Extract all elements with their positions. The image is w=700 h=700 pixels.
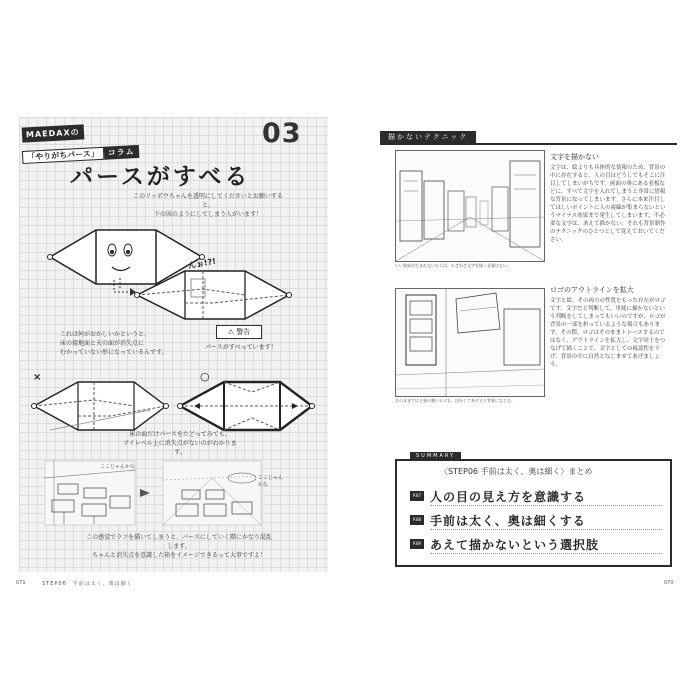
warning-badge [216, 325, 262, 339]
caption-2: そのままでは主張の強いロゴも、ぼかしてあげると背景になじむ。 [395, 398, 515, 403]
section-2-title: ロゴのアウトラインを拡大 [550, 286, 634, 294]
warning-badge-label: 警告 [236, 328, 251, 336]
wrong-mark: × [33, 372, 42, 383]
trace-text-line-2: アイレベル上に消失点がないのがわかります。 [123, 440, 237, 456]
trace-text [120, 430, 240, 457]
sketch-note-2: ここじゃん かな [258, 475, 284, 488]
column-tag-top: MAEDAXの [22, 124, 84, 142]
summary-tag: SUMMARY [410, 452, 461, 460]
column-number: 03 [262, 118, 302, 149]
correct-floor-diagram [176, 370, 316, 436]
intro-line-2: 下の図のようにしてしまう人がいます！ [153, 211, 262, 218]
summary-item [410, 488, 662, 504]
summary-item [410, 512, 662, 528]
warning-icon: ⚠ [227, 328, 235, 336]
summary-heading: 〈STEP06 手前は太く、奥は細く〉まとめ [440, 467, 593, 476]
heading-rule [380, 143, 677, 145]
column-title: パースがすべる [70, 164, 251, 190]
intro-line-1: このリッポウちゃんを透明にしてくださいとお願いすると、 [133, 193, 283, 209]
trace-text-line-1: 床の面だけパースをたどってみても、 [129, 431, 231, 438]
logo-line-art [396, 289, 544, 396]
street-line-art [396, 151, 544, 261]
section-2-body: 文字と絵、その両方の性質をもった存在がロゴです。文字だと判断して、単純に描かないという判断をしてしまってもいいのですが、ロゴが背景の一部を担っているような場合もあります。その際、ロゴはそのままトレースするのではなく、アウトラインを拡大し、文字同士をつなげて描くことで、文字としての視認性を下げ、背景の中に自然となじませてあげましょう。 [550, 298, 666, 368]
floor-text [60, 330, 200, 357]
oops-label: んぉ!?! [187, 256, 217, 271]
floor-text-line-3: むかっていない形になっているんです。 [60, 349, 168, 356]
caption-1: いい効果が生まれないならば、わざわざ文字を描く必要はない。 [395, 263, 511, 268]
summary-underline [430, 529, 662, 530]
summary-page-ref: P.89 [410, 539, 424, 549]
intro-text [128, 192, 288, 219]
right-mark: ○ [200, 370, 210, 383]
section-1-title: 文字を描かない [550, 153, 599, 161]
warning-box [205, 325, 277, 351]
section-heading: 描かないテクニック [380, 131, 476, 143]
wrong-floor-diagram [30, 370, 170, 436]
closing-text [84, 533, 274, 560]
summary-text: 手前は太く、奥は細くする [430, 514, 586, 528]
summary-page-ref: P.87 [410, 491, 424, 501]
sketch-note-1: ここじゃんかな [100, 464, 136, 470]
transparent-box-wrong-diagram [133, 265, 293, 325]
summary-text: 人の目の見え方を意識する [430, 490, 587, 504]
summary-item [410, 536, 662, 552]
closing-text-line-2: ちゃんと消失点を意識した箱をイメージできるって大事ですよ！ [92, 552, 266, 559]
summary-underline [430, 505, 662, 506]
column-tag-quoted: 「やりがちパース」 [22, 147, 104, 164]
section-1-body: 文字は、絵よりも具体的な情報のため、背景の中に存在すると、人の目はどうしてもそこに注目してしまいがちです。画面の奥にある看板などに、すべて文字を入れてしまうと非常に情報な背景になってしまいます。さらに本来注目してほしいポイントに人の視線が集まらないというマイナス効果まで発生してしまいます。不必要な文字は、あえて描かない。それも背景制作のテクニックのひとつとして覚えておいてください。 [550, 165, 666, 243]
left-running-footer: STEP06 手前は太く、奥は細く [42, 581, 133, 587]
left-folio: 071 [16, 580, 26, 586]
column-tag-suffix: コラム [103, 145, 139, 160]
closing-text-line-1: この感覚でラフを描いてしまうと、パースにしていく際にかなり混乱します。 [86, 534, 272, 550]
right-folio: 070 [664, 580, 674, 586]
logo-illustration [395, 288, 545, 397]
warning-text: パースがすべっています！ [205, 344, 277, 351]
street-illustration [395, 150, 545, 262]
summary-text: あえて描かないという選択肢 [430, 538, 600, 552]
summary-page-ref: P.88 [410, 515, 424, 525]
classroom-perspective-sketch [162, 460, 262, 526]
arrow-right-icon [138, 488, 152, 498]
summary-underline [430, 553, 662, 554]
floor-text-line-1: これは何がおかしいかというと、 [60, 331, 151, 338]
floor-text-line-2: 床の接地面と天の面が消失点に [60, 340, 145, 347]
